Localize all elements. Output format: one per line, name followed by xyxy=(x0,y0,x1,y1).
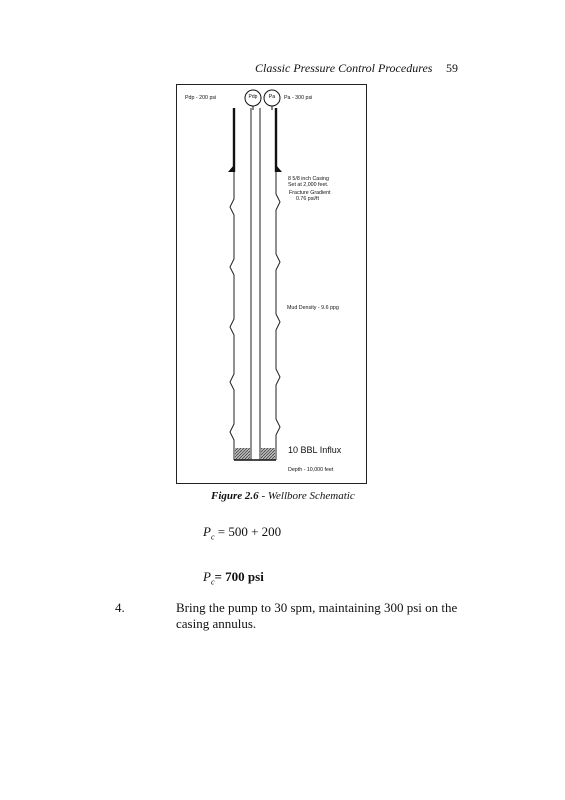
equation-1-rhs: = 500 + 200 xyxy=(214,524,282,539)
wellbore-schematic-drawing xyxy=(176,84,367,484)
casing-label-line-1: 8 5/8 inch Casing xyxy=(288,176,329,182)
step-text: Bring the pump to 30 spm, maintaining 300 psi on the casing annulus. xyxy=(176,600,458,631)
equation-2-rhs: = 700 psi xyxy=(214,569,264,584)
equation-1-subscript: c xyxy=(210,532,215,542)
depth-label: Depth - 10,000 feet xyxy=(288,467,334,473)
equation-2-variable: P xyxy=(203,569,211,584)
page-number: 59 xyxy=(446,61,458,75)
annulus-pressure-label: Pa - 300 psi xyxy=(284,95,313,101)
running-header-title: Classic Pressure Control Procedures xyxy=(255,61,433,75)
mud-density-label: Mud Density - 9.6 ppg xyxy=(287,305,339,311)
casing-label-line-2: Set at 2,000 feet. xyxy=(288,182,329,188)
drillpipe-gauge-text: Pdp xyxy=(248,94,258,100)
fracture-gradient-label: Fracture Gradient xyxy=(289,190,331,196)
figure-caption-label: Figure 2.6 xyxy=(211,490,259,502)
open-hole-wall-left xyxy=(230,172,234,460)
influx-label: 10 BBL Influx xyxy=(288,445,342,455)
equation-pc-result xyxy=(203,569,264,587)
fracture-gradient-value: 0.76 psi/ft xyxy=(296,196,319,202)
open-hole-wall-right xyxy=(276,172,280,460)
equation-2-subscript: c xyxy=(210,577,215,587)
annulus-gauge-text: Pa xyxy=(268,94,276,100)
step-number: 4. xyxy=(115,600,125,615)
drillpipe-pressure-label: Pdp - 200 psi xyxy=(185,95,217,101)
figure-caption-text: - Wellbore Schematic xyxy=(258,490,355,502)
influx-left-annulus xyxy=(235,448,250,460)
figure-caption xyxy=(211,490,355,502)
equation-pc-sum xyxy=(203,524,281,542)
influx-right-annulus xyxy=(261,448,275,460)
equation-1-variable: P xyxy=(203,524,211,539)
